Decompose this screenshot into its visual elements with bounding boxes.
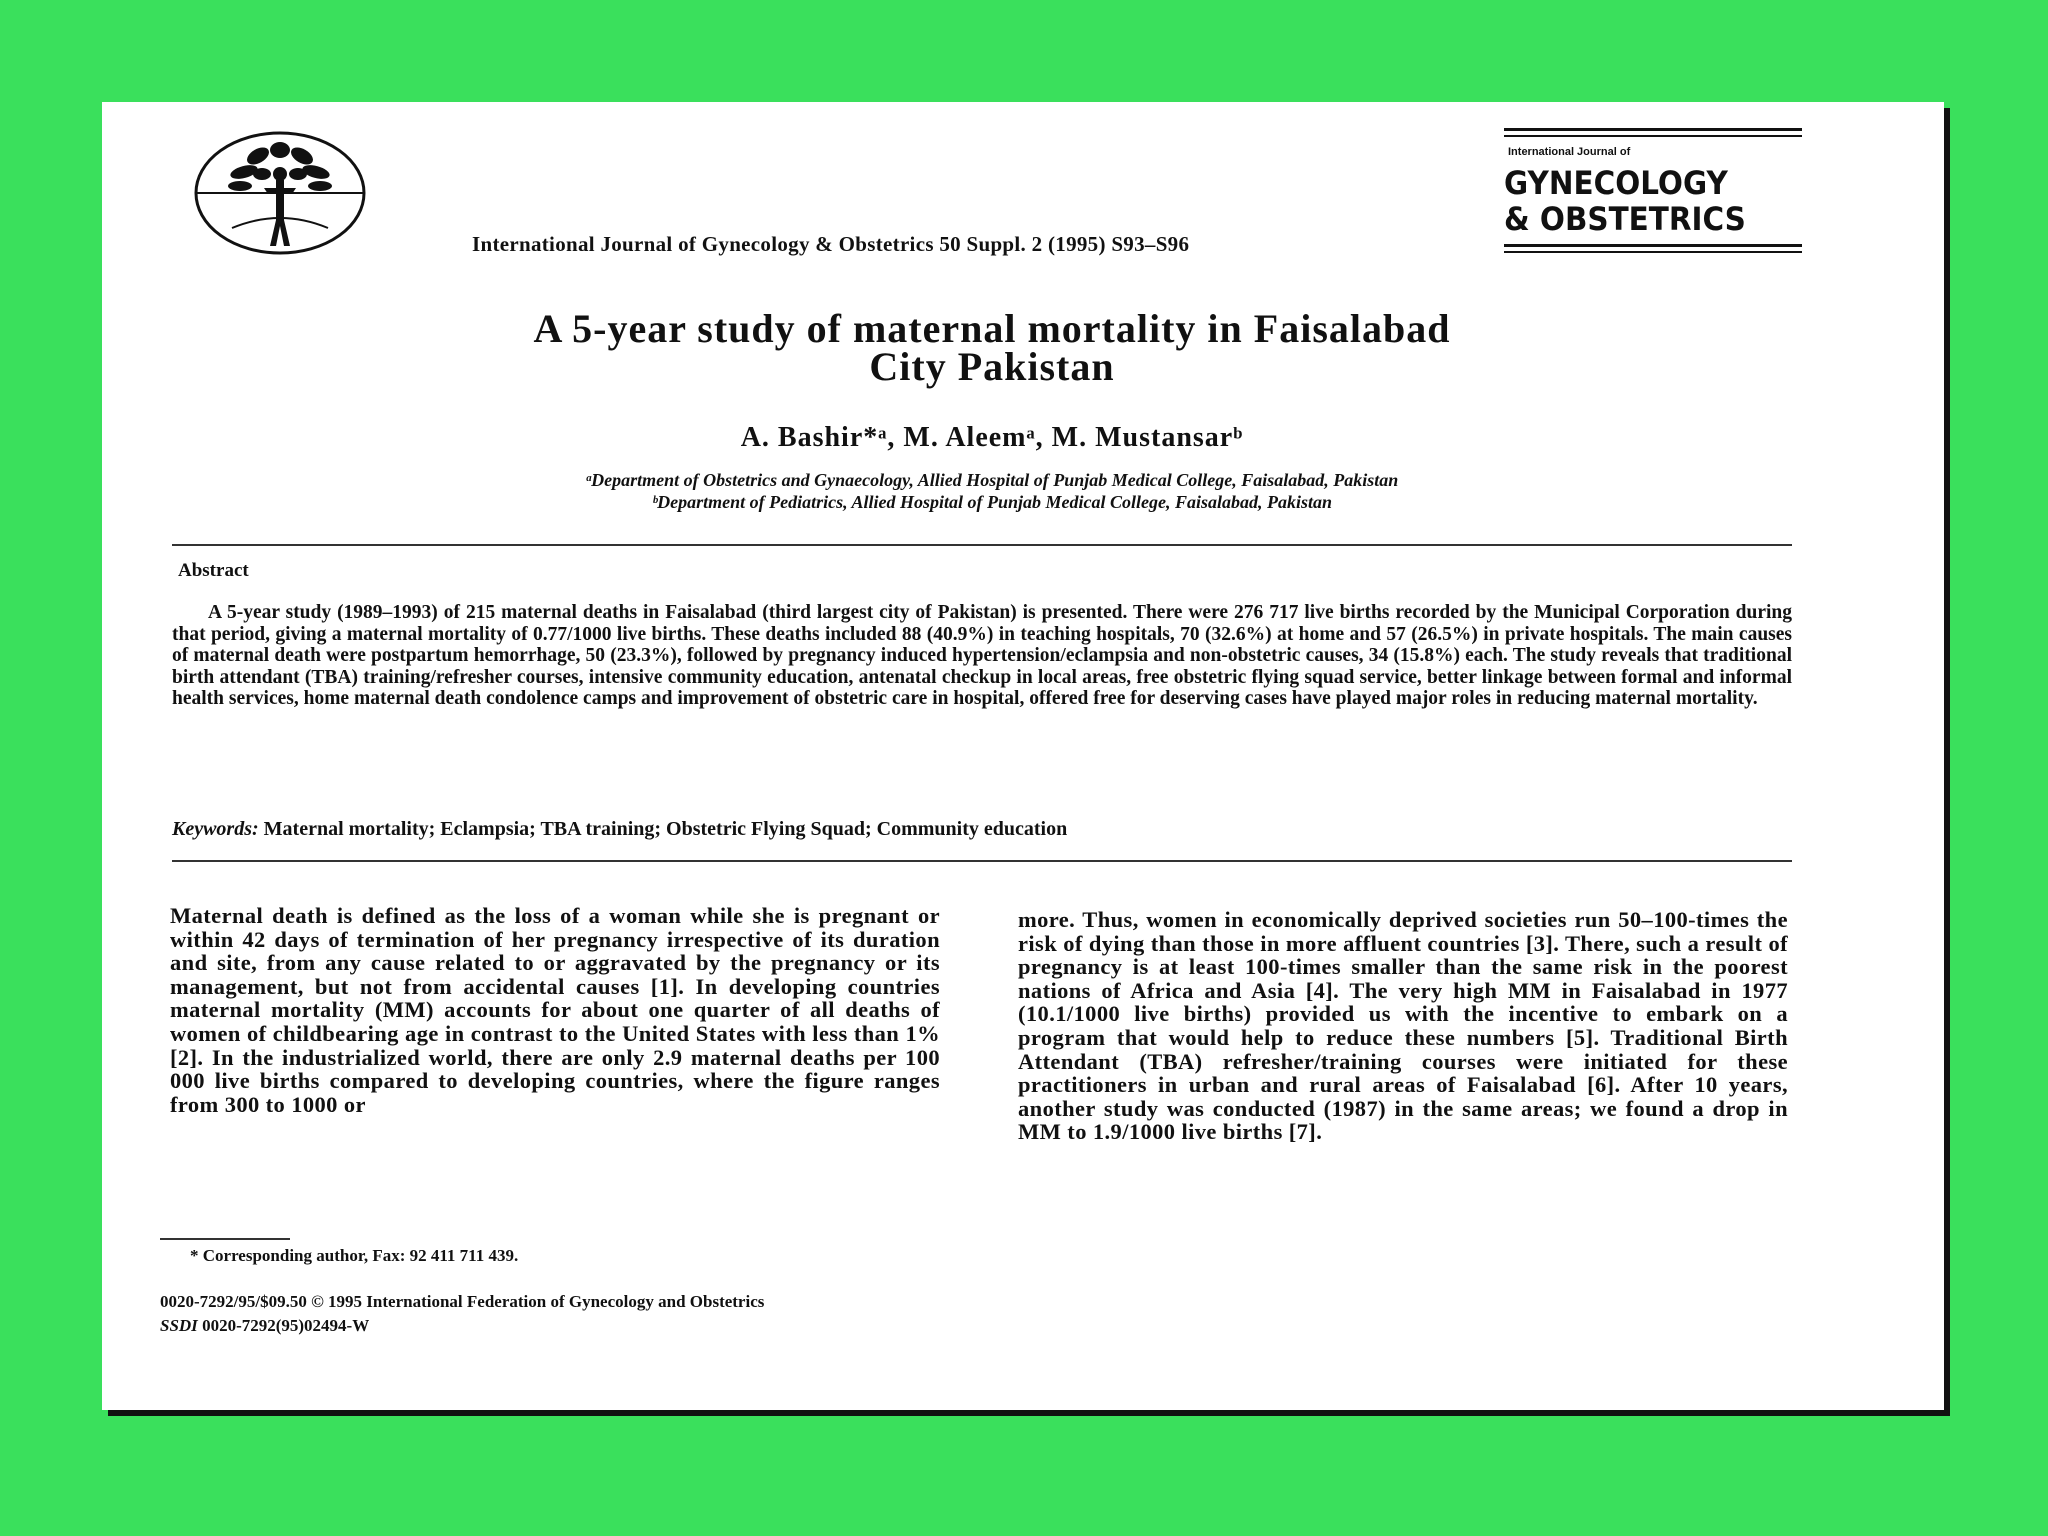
footnote-rule bbox=[160, 1238, 290, 1240]
figo-logo-icon bbox=[192, 128, 368, 258]
abstract-heading: Abstract bbox=[178, 560, 249, 581]
brand-small-text: International Journal of bbox=[1508, 146, 1631, 158]
copyright-block bbox=[160, 1290, 764, 1338]
footnote: * Corresponding author, Fax: 92 411 711 439. bbox=[190, 1246, 519, 1265]
affiliation-b: ᵇDepartment of Pediatrics, Allied Hospital of Punjab Medical College, Faisalabad, Pakistan bbox=[651, 492, 1333, 512]
authors: A. Bashir*ᵃ, M. Aleemᵃ, M. Mustansarᵇ bbox=[740, 422, 1244, 453]
journal-citation: International Journal of Gynecology & Obstetrics 50 Suppl. 2 (1995) S93–S96 bbox=[472, 232, 1190, 256]
article-title bbox=[302, 306, 1682, 389]
journal-brand-logo bbox=[1504, 128, 1802, 256]
divider-top bbox=[172, 544, 1792, 546]
document-page bbox=[102, 102, 1944, 1410]
affiliation-a: ᵃDepartment of Obstetrics and Gynaecology, Allied Hospital of Punjab Medical College, Faisalabad, Pakistan bbox=[585, 470, 1399, 490]
brand-line-gynecology: GYNECOLOGY bbox=[1504, 164, 1728, 202]
keywords-label: Keywords: bbox=[172, 818, 259, 840]
keywords-line bbox=[172, 818, 1792, 841]
abstract-text: A 5-year study (1989–1993) of 215 maternal deaths in Faisalabad (third largest city of Pakistan) is presented. There were 276 717 live births recorded by the Municipal Corporation during that period, giving a maternal mortality of 0.77/1000 live births. These deaths included 88 (40.9%) in teaching hospitals, 70 (32.6%) at home and 57 (26.5%) in private hospitals. The main causes of maternal death were postpartum hemorrhage, 50 (23.3%), followed by pregnancy induced hypertension/eclampsia and non-obstetric causes, 34 (15.8%) each. The study reveals that traditional birth attendant (TBA) training/refresher courses, intensive community education, antenatal checkup in local areas, free obstetric flying squad service, better linkage between formal and informal health services, home maternal death condolence camps and improvement of obstetric care in hospital, offered free for deserving cases have played major roles in reducing maternal mortality. bbox=[172, 602, 1792, 710]
ssdi-label: SSDI bbox=[160, 1316, 198, 1335]
title-line-2: City Pakistan bbox=[869, 344, 1115, 389]
ssdi-line bbox=[160, 1314, 764, 1338]
copyright-line: 0020-7292/95/$09.50 © 1995 International Federation of Gynecology and Obstetrics bbox=[160, 1292, 765, 1311]
brand-line-obstetrics: & OBSTETRICS bbox=[1504, 200, 1746, 238]
keywords-list: Maternal mortality; Eclampsia; TBA training; Obstetric Flying Squad; Community education bbox=[263, 818, 1068, 840]
ssdi-value: 0020-7292(95)02494-W bbox=[202, 1316, 370, 1335]
body-right-column: more. Thus, women in economically deprived societies run 50–100-times the risk of dying than those in more affluent countries [3]. There, such a result of pregnancy is at least 100-times smaller than the same risk in the poorest nations of Africa and Asia [4]. The very high MM in Faisalabad in 1977 (10.1/1000 live births) provided us with the incentive to embark on a program that would help to reduce these numbers [5]. Traditional Birth Attendant (TBA) refresher/training courses were initiated for these practitioners in urban and rural areas of Faisalabad [6]. After 10 years, another study was conducted (1987) in the same areas; we found a drop in MM to 1.9/1000 live births [7]. bbox=[1018, 907, 1788, 1145]
body-left-column: Maternal death is defined as the loss of a woman while she is pregnant or within 42 days of termination of her pregnancy irrespective of its duration and site, from any cause related to or aggravated by the pregnancy or its management, but not from accidental causes [1]. In developing countries maternal mortality (MM) accounts for about one quarter of all deaths of women of childbearing age in contrast to the United States with less than 1% [2]. In the industrialized world, there are only 2.9 maternal deaths per 100 000 live births compared to developing countries, where the figure ranges from 300 to 1000 or bbox=[170, 903, 940, 1117]
divider-bottom bbox=[172, 860, 1792, 862]
title-line-1: A 5-year study of maternal mortality in Faisalabad bbox=[533, 306, 1451, 351]
